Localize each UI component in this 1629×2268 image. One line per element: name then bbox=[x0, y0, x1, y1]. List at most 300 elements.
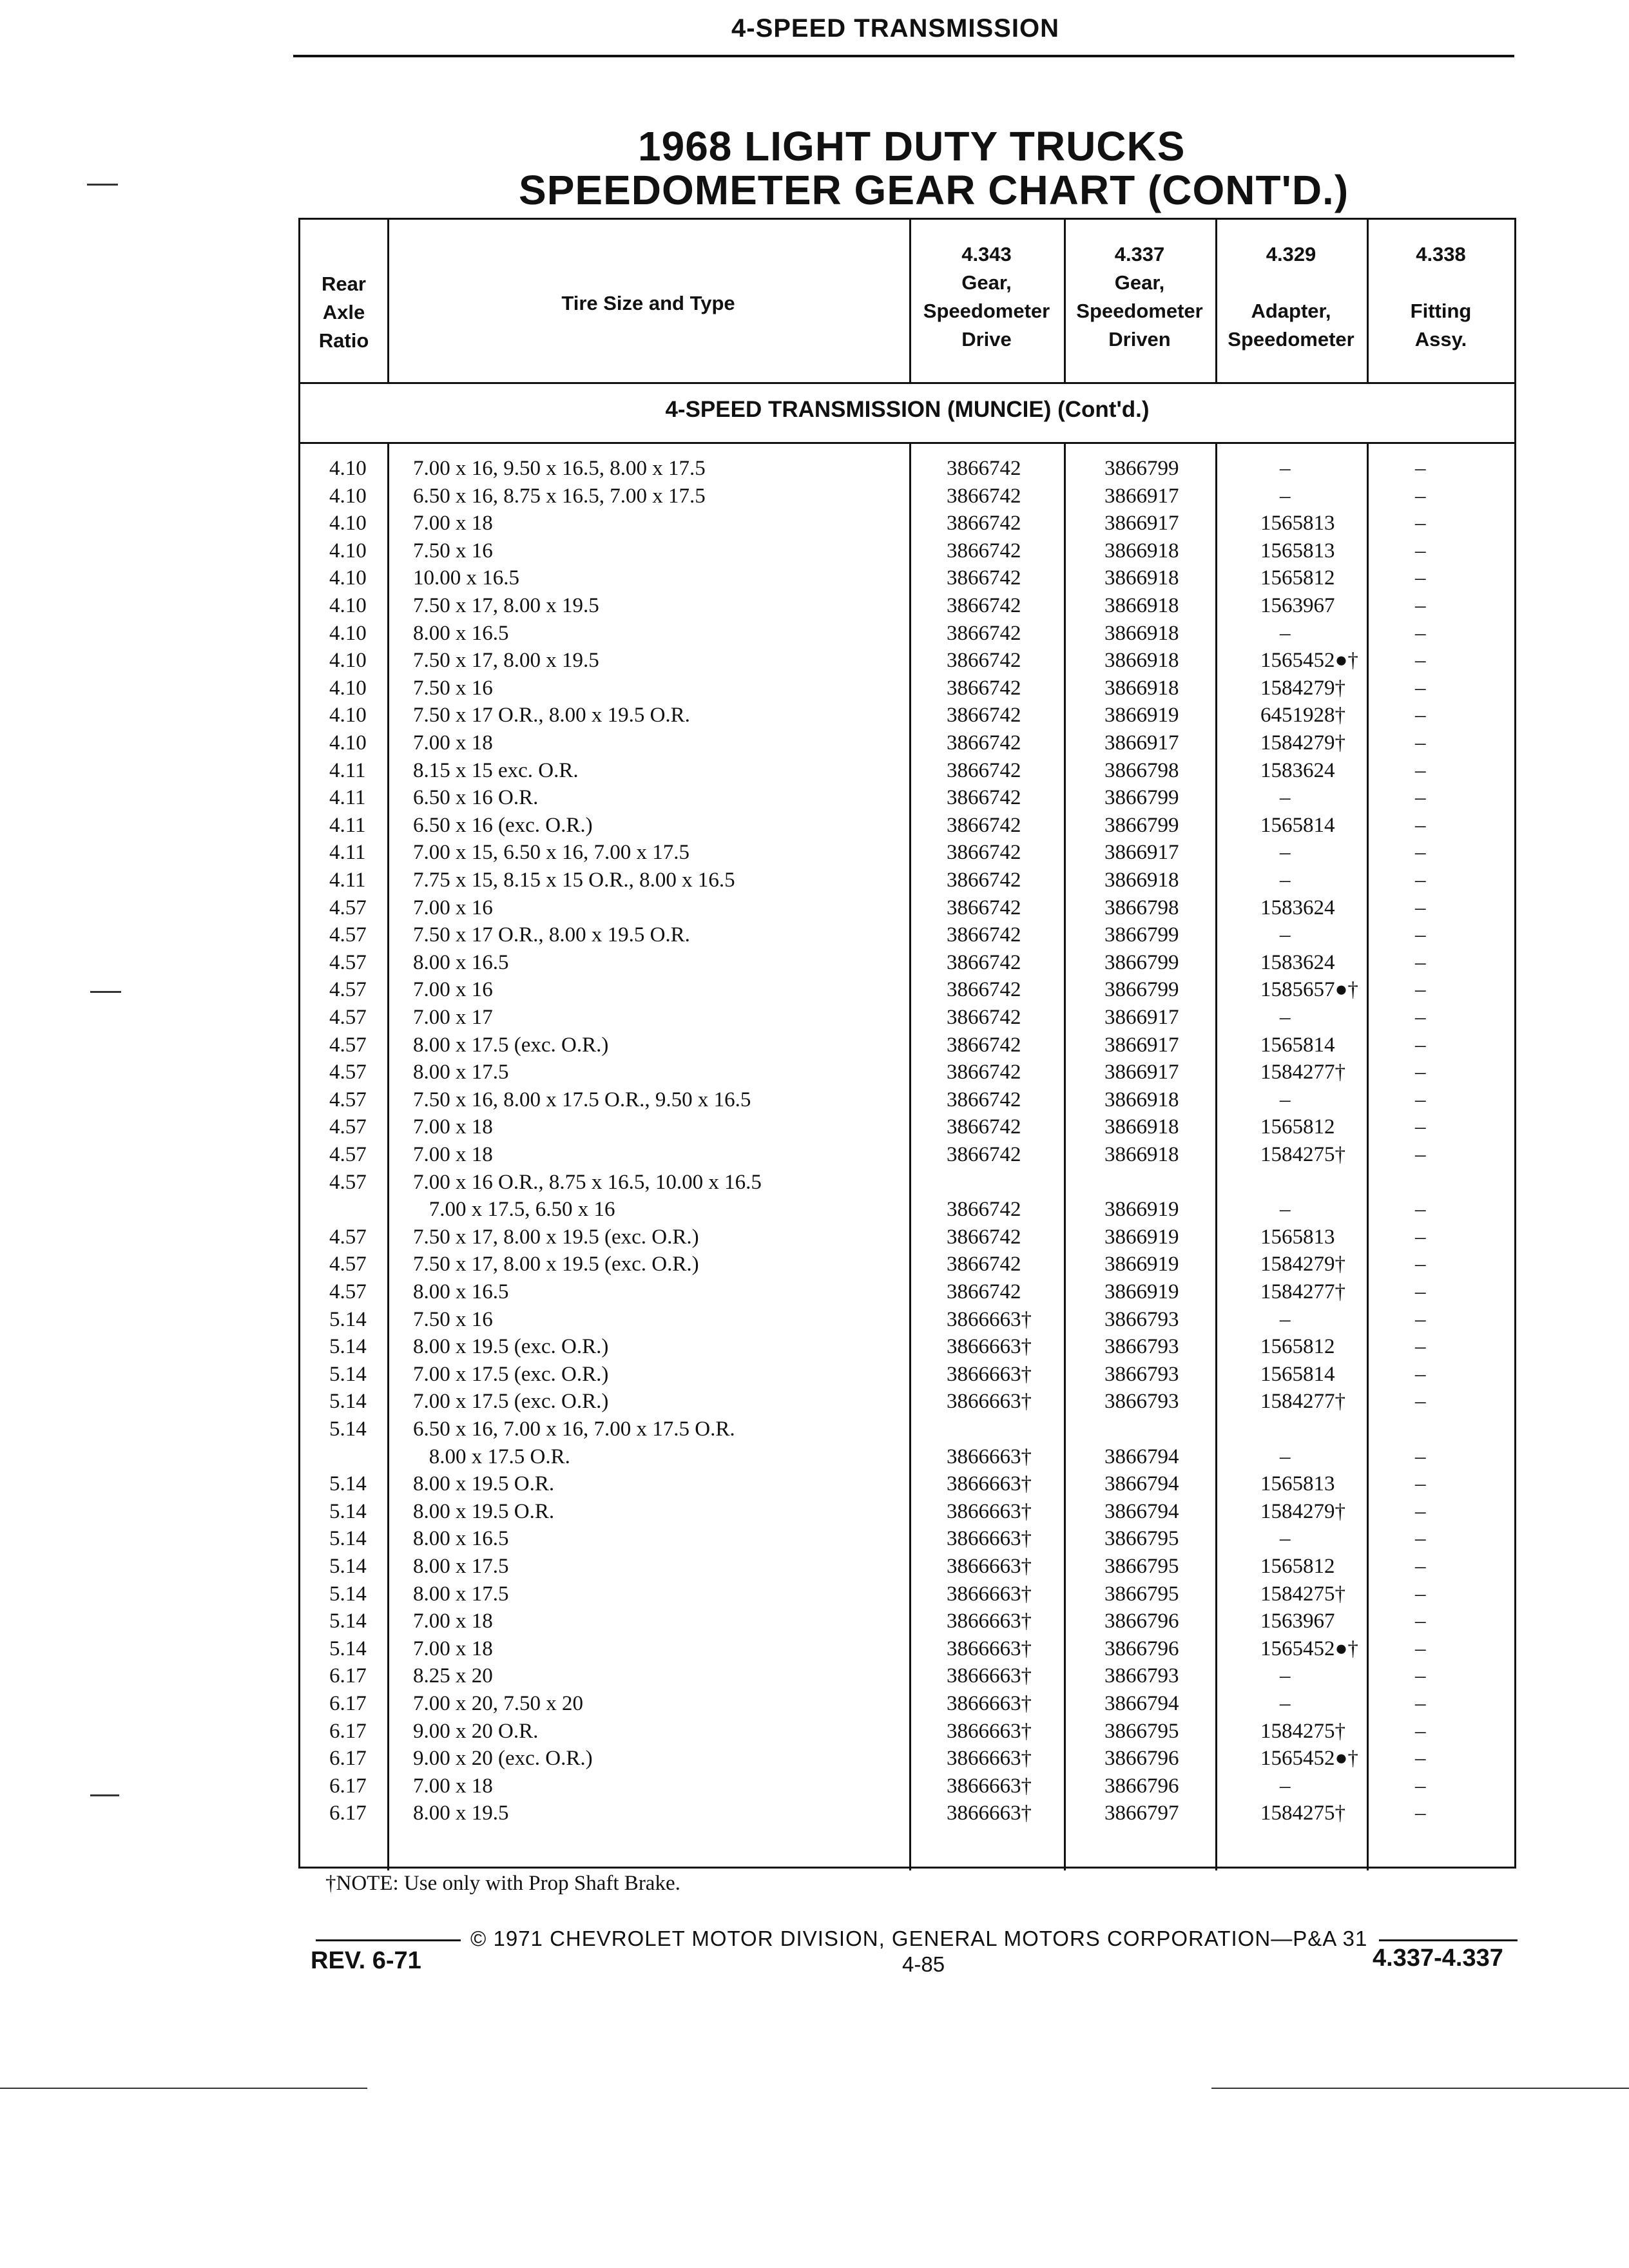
cell-adapter: – bbox=[1280, 1664, 1291, 1688]
cell-adapter: 1584277† bbox=[1260, 1390, 1345, 1414]
cell-fitting: – bbox=[1415, 649, 1426, 673]
cell-ratio: 5.14 bbox=[329, 1610, 367, 1633]
cell-drive: 3866742 bbox=[947, 1280, 1021, 1303]
scan-edge-line bbox=[1211, 2088, 1629, 2089]
cell-fitting: – bbox=[1415, 704, 1426, 727]
cell-fitting: – bbox=[1415, 539, 1426, 562]
cell-fitting: – bbox=[1415, 1499, 1426, 1523]
cell-driven: 3866918 bbox=[1104, 539, 1179, 562]
cell-driven: 3866919 bbox=[1104, 1225, 1179, 1249]
cell-fitting: – bbox=[1415, 1033, 1426, 1057]
cell-adapter: 1584279† bbox=[1260, 731, 1345, 754]
cell-drive: 3866742 bbox=[947, 1225, 1021, 1249]
cell-drive: 3866663† bbox=[947, 1472, 1032, 1496]
cell-driven: 3866797 bbox=[1104, 1802, 1179, 1825]
copyright-line: © 1971 CHEVROLET MOTOR DIVISION, GENERAL MOTORS CORPORATION—P&A 31 bbox=[470, 1927, 1368, 1950]
cell-driven: 3866918 bbox=[1104, 1088, 1179, 1111]
table-row bbox=[300, 1445, 1514, 1472]
cell-fitting: – bbox=[1415, 1253, 1426, 1276]
cell-tire: 7.50 x 17 O.R., 8.00 x 19.5 O.R. bbox=[413, 704, 690, 727]
table-row bbox=[300, 1335, 1514, 1362]
cell-adapter: – bbox=[1280, 1445, 1291, 1468]
cell-tire: 8.00 x 16.5 bbox=[413, 1280, 509, 1303]
cell-drive: 3866663† bbox=[947, 1335, 1032, 1359]
cell-drive: 3866742 bbox=[947, 1143, 1021, 1166]
cell-adapter: 1584279† bbox=[1260, 1253, 1345, 1276]
cell-drive: 3866742 bbox=[947, 1198, 1021, 1222]
cell-ratio: 4.10 bbox=[329, 731, 367, 754]
cell-fitting: – bbox=[1415, 676, 1426, 700]
cell-tire: 9.00 x 20 O.R. bbox=[413, 1719, 539, 1743]
table-row bbox=[300, 1143, 1514, 1170]
col-header-driven: 4.337 Gear, Speedometer Driven bbox=[1076, 243, 1203, 351]
table-row bbox=[300, 1747, 1514, 1774]
cell-ratio: 4.11 bbox=[329, 786, 366, 810]
cell-drive: 3866742 bbox=[947, 1115, 1021, 1139]
table-row bbox=[300, 731, 1514, 758]
cell-ratio: 5.14 bbox=[329, 1418, 367, 1441]
cell-ratio: 6.17 bbox=[329, 1747, 367, 1771]
cell-ratio: 4.10 bbox=[329, 621, 367, 645]
cell-fitting: – bbox=[1415, 1527, 1426, 1551]
margin-mark bbox=[90, 991, 121, 993]
cell-adapter: – bbox=[1280, 869, 1291, 892]
cell-drive: 3866663† bbox=[947, 1362, 1032, 1386]
cell-drive: 3866742 bbox=[947, 1006, 1021, 1029]
cell-tire: 7.50 x 17, 8.00 x 19.5 (exc. O.R.) bbox=[413, 1225, 699, 1249]
table-row bbox=[300, 1720, 1514, 1747]
cell-adapter: – bbox=[1280, 1307, 1291, 1331]
table-row bbox=[300, 1472, 1514, 1499]
cell-drive: 3866742 bbox=[947, 786, 1021, 810]
cell-fitting: – bbox=[1415, 1307, 1426, 1331]
cell-ratio: 4.10 bbox=[329, 484, 367, 508]
cell-adapter: – bbox=[1280, 1527, 1291, 1551]
cell-fitting: – bbox=[1415, 1225, 1426, 1249]
cell-fitting: – bbox=[1415, 457, 1426, 480]
cell-ratio: 5.14 bbox=[329, 1335, 367, 1359]
col-header-fitting: 4.338 Fitting Assy. bbox=[1410, 243, 1472, 351]
cell-tire: 7.00 x 15, 6.50 x 16, 7.00 x 17.5 bbox=[413, 841, 689, 865]
cell-adapter: 1563967 bbox=[1260, 1610, 1335, 1633]
cell-driven: 3866793 bbox=[1104, 1335, 1179, 1359]
cell-adapter: 1565452●† bbox=[1260, 649, 1358, 673]
col-header-ratio: Rear Axle Ratio bbox=[318, 273, 369, 352]
cell-driven: 3866793 bbox=[1104, 1362, 1179, 1386]
cell-driven: 3866918 bbox=[1104, 621, 1179, 645]
table-row bbox=[300, 649, 1514, 676]
col-header-drive: 4.343 Gear, Speedometer Drive bbox=[923, 243, 1050, 351]
cell-driven: 3866795 bbox=[1104, 1582, 1179, 1606]
cell-drive: 3866742 bbox=[947, 950, 1021, 974]
table-row bbox=[300, 566, 1514, 593]
cell-adapter: – bbox=[1280, 484, 1291, 508]
table-row bbox=[300, 759, 1514, 786]
cell-adapter: 1563967 bbox=[1260, 594, 1335, 617]
section-divider bbox=[300, 442, 1514, 444]
cell-driven: 3866799 bbox=[1104, 786, 1179, 810]
cell-drive: 3866663† bbox=[947, 1610, 1032, 1633]
cell-drive: 3866742 bbox=[947, 841, 1021, 865]
cell-fitting: – bbox=[1415, 1747, 1426, 1771]
cell-tire: 7.00 x 20, 7.50 x 20 bbox=[413, 1692, 583, 1715]
cell-adapter: – bbox=[1280, 786, 1291, 810]
cell-drive: 3866742 bbox=[947, 566, 1021, 590]
table-row bbox=[300, 485, 1514, 512]
margin-mark bbox=[87, 184, 118, 186]
cell-ratio: 4.11 bbox=[329, 841, 366, 865]
cell-ratio: 4.11 bbox=[329, 758, 366, 782]
cell-tire: 7.50 x 17, 8.00 x 19.5 bbox=[413, 594, 599, 617]
cell-tire: 10.00 x 16.5 bbox=[413, 566, 519, 590]
cell-drive: 3866742 bbox=[947, 649, 1021, 673]
cell-driven: 3866796 bbox=[1104, 1610, 1179, 1633]
cell-fitting: – bbox=[1415, 1582, 1426, 1606]
cell-drive: 3866742 bbox=[947, 978, 1021, 1002]
table-row bbox=[300, 1418, 1514, 1445]
cell-driven: 3866917 bbox=[1104, 841, 1179, 865]
cell-ratio: 5.14 bbox=[329, 1499, 367, 1523]
cell-driven: 3866917 bbox=[1104, 1006, 1179, 1029]
cell-driven: 3866795 bbox=[1104, 1527, 1179, 1551]
cell-fitting: – bbox=[1415, 1335, 1426, 1359]
cell-driven: 3866799 bbox=[1104, 457, 1179, 480]
cell-ratio: 4.10 bbox=[329, 594, 367, 617]
cell-ratio: 5.14 bbox=[329, 1390, 367, 1414]
cell-ratio: 4.57 bbox=[329, 978, 367, 1002]
table-row bbox=[300, 1253, 1514, 1280]
cell-fitting: – bbox=[1415, 841, 1426, 865]
cell-fitting: – bbox=[1415, 1280, 1426, 1303]
cell-driven: 3866917 bbox=[1104, 1061, 1179, 1084]
cell-driven: 3866793 bbox=[1104, 1307, 1179, 1331]
cell-ratio: 6.17 bbox=[329, 1692, 367, 1715]
cell-drive: 3866663† bbox=[947, 1637, 1032, 1660]
cell-adapter: 1565813 bbox=[1260, 512, 1335, 535]
cell-drive: 3866742 bbox=[947, 813, 1021, 837]
chart-title-line1: 1968 LIGHT DUTY TRUCKS bbox=[638, 123, 1186, 169]
cell-drive: 3866663† bbox=[947, 1719, 1032, 1743]
table-row bbox=[300, 539, 1514, 566]
cell-drive: 3866663† bbox=[947, 1582, 1032, 1606]
cell-ratio: 4.57 bbox=[329, 1006, 367, 1029]
cell-tire: 7.00 x 17.5, 6.50 x 16 bbox=[413, 1198, 615, 1222]
cell-drive: 3866742 bbox=[947, 1061, 1021, 1084]
cell-drive: 3866742 bbox=[947, 512, 1021, 535]
cell-adapter: 1565812 bbox=[1260, 1335, 1335, 1359]
cell-ratio: 4.57 bbox=[329, 1225, 367, 1249]
cell-fitting: – bbox=[1415, 1006, 1426, 1029]
cell-drive: 3866663† bbox=[947, 1555, 1032, 1578]
header-rule bbox=[293, 55, 1514, 57]
cell-fitting: – bbox=[1415, 1362, 1426, 1386]
cell-fitting: – bbox=[1415, 1664, 1426, 1688]
cell-fitting: – bbox=[1415, 1774, 1426, 1798]
scan-edge-line bbox=[0, 2088, 367, 2089]
table-row bbox=[300, 1664, 1514, 1691]
cell-ratio: 4.57 bbox=[329, 1061, 367, 1084]
cell-tire: 8.00 x 17.5 bbox=[413, 1061, 509, 1084]
cell-fitting: – bbox=[1415, 1555, 1426, 1578]
footer-rule bbox=[1379, 1939, 1518, 1941]
cell-drive: 3866742 bbox=[947, 1033, 1021, 1057]
cell-fitting: – bbox=[1415, 1610, 1426, 1633]
cell-drive: 3866663† bbox=[947, 1774, 1032, 1798]
cell-driven: 3866919 bbox=[1104, 1253, 1179, 1276]
cell-ratio: 5.14 bbox=[329, 1362, 367, 1386]
cell-adapter: 1584277† bbox=[1260, 1061, 1345, 1084]
cell-ratio: 4.10 bbox=[329, 539, 367, 562]
cell-adapter: 1583624 bbox=[1260, 758, 1335, 782]
cell-fitting: – bbox=[1415, 1198, 1426, 1222]
cell-ratio: 5.14 bbox=[329, 1307, 367, 1331]
table-row bbox=[300, 704, 1514, 731]
table-row bbox=[300, 1225, 1514, 1253]
cell-drive: 3866742 bbox=[947, 484, 1021, 508]
cell-tire: 7.00 x 17 bbox=[413, 1006, 493, 1029]
cell-driven: 3866919 bbox=[1104, 1198, 1179, 1222]
cell-adapter: 1584277† bbox=[1260, 1280, 1345, 1303]
cell-driven: 3866918 bbox=[1104, 676, 1179, 700]
cell-fitting: – bbox=[1415, 923, 1426, 947]
cell-driven: 3866918 bbox=[1104, 1143, 1179, 1166]
cell-drive: 3866742 bbox=[947, 676, 1021, 700]
table-row bbox=[300, 1774, 1514, 1802]
cell-fitting: – bbox=[1415, 1088, 1426, 1111]
cell-tire: 7.00 x 18 bbox=[413, 731, 493, 754]
table-row bbox=[300, 594, 1514, 621]
cell-drive: 3866742 bbox=[947, 758, 1021, 782]
cell-adapter: 1565812 bbox=[1260, 1555, 1335, 1578]
cell-drive: 3866742 bbox=[947, 704, 1021, 727]
cell-tire: 8.00 x 17.5 bbox=[413, 1555, 509, 1578]
table-row bbox=[300, 1198, 1514, 1225]
cell-adapter: 1584275† bbox=[1260, 1143, 1345, 1166]
cell-adapter: 1565814 bbox=[1260, 1362, 1335, 1386]
cell-ratio: 5.14 bbox=[329, 1555, 367, 1578]
cell-drive: 3866663† bbox=[947, 1499, 1032, 1523]
cell-fitting: – bbox=[1415, 1115, 1426, 1139]
cell-tire: 6.50 x 16 (exc. O.R.) bbox=[413, 813, 593, 837]
table-row bbox=[300, 677, 1514, 704]
cell-drive: 3866742 bbox=[947, 869, 1021, 892]
cell-ratio: 5.14 bbox=[329, 1582, 367, 1606]
table-row bbox=[300, 1582, 1514, 1610]
cell-ratio: 6.17 bbox=[329, 1774, 367, 1798]
cell-drive: 3866742 bbox=[947, 1253, 1021, 1276]
table-row bbox=[300, 923, 1514, 950]
cell-fitting: – bbox=[1415, 1472, 1426, 1496]
revision-label: REV. 6-71 bbox=[311, 1947, 421, 1974]
table-row bbox=[300, 1171, 1514, 1198]
col-header-tire: Tire Size and Type bbox=[561, 292, 735, 314]
table-row bbox=[300, 1088, 1514, 1115]
cell-tire: 7.50 x 16, 8.00 x 17.5 O.R., 9.50 x 16.5 bbox=[413, 1088, 751, 1111]
cell-driven: 3866917 bbox=[1104, 512, 1179, 535]
cell-tire: 8.00 x 16.5 bbox=[413, 621, 509, 645]
page-header: 4-SPEED TRANSMISSION bbox=[731, 14, 1059, 43]
cell-adapter: 6451928† bbox=[1260, 704, 1345, 727]
cell-tire: 6.50 x 16 O.R. bbox=[413, 786, 539, 810]
cell-drive: 3866742 bbox=[947, 457, 1021, 480]
cell-driven: 3866918 bbox=[1104, 566, 1179, 590]
cell-ratio: 4.57 bbox=[329, 923, 367, 947]
cell-fitting: – bbox=[1415, 566, 1426, 590]
table-row bbox=[300, 814, 1514, 841]
margin-mark bbox=[90, 1794, 119, 1796]
cell-fitting: – bbox=[1415, 869, 1426, 892]
table-row bbox=[300, 1363, 1514, 1390]
cell-driven: 3866794 bbox=[1104, 1472, 1179, 1496]
cell-fitting: – bbox=[1415, 1692, 1426, 1715]
cell-driven: 3866794 bbox=[1104, 1445, 1179, 1468]
cell-adapter: 1565813 bbox=[1260, 539, 1335, 562]
table-row bbox=[300, 1802, 1514, 1829]
cell-tire: 7.00 x 16 bbox=[413, 978, 493, 1002]
cell-tire: 7.00 x 18 bbox=[413, 1143, 493, 1166]
cell-fitting: – bbox=[1415, 484, 1426, 508]
table-row bbox=[300, 1308, 1514, 1335]
page-number: 4-85 bbox=[902, 1952, 945, 1976]
table-row bbox=[300, 1527, 1514, 1554]
cell-drive: 3866742 bbox=[947, 896, 1021, 919]
cell-ratio: 5.14 bbox=[329, 1527, 367, 1551]
table-row bbox=[300, 1033, 1514, 1061]
cell-driven: 3866917 bbox=[1104, 484, 1179, 508]
cell-drive: 3866663† bbox=[947, 1747, 1032, 1771]
cell-tire: 7.50 x 16 bbox=[413, 1307, 493, 1331]
cell-tire: 7.00 x 16, 9.50 x 16.5, 8.00 x 17.5 bbox=[413, 457, 706, 480]
chart-title-line2: SPEEDOMETER GEAR CHART (CONT'D.) bbox=[519, 167, 1349, 213]
cell-drive: 3866742 bbox=[947, 1088, 1021, 1111]
cell-tire: 7.50 x 16 bbox=[413, 539, 493, 562]
cell-fitting: – bbox=[1415, 1143, 1426, 1166]
cell-fitting: – bbox=[1415, 896, 1426, 919]
cell-tire: 8.00 x 16.5 bbox=[413, 950, 509, 974]
cell-adapter: 1584279† bbox=[1260, 1499, 1345, 1523]
cell-fitting: – bbox=[1415, 621, 1426, 645]
cell-ratio: 4.57 bbox=[329, 1143, 367, 1166]
cell-fitting: – bbox=[1415, 786, 1426, 810]
cell-adapter: 1565812 bbox=[1260, 1115, 1335, 1139]
cell-driven: 3866918 bbox=[1104, 1115, 1179, 1139]
table-row bbox=[300, 1006, 1514, 1033]
cell-adapter: 1565813 bbox=[1260, 1472, 1335, 1496]
cell-adapter: – bbox=[1280, 1198, 1291, 1222]
cell-ratio: 6.17 bbox=[329, 1664, 367, 1688]
cell-driven: 3866918 bbox=[1104, 594, 1179, 617]
cell-ratio: 4.57 bbox=[329, 1033, 367, 1057]
cell-drive: 3866663† bbox=[947, 1664, 1032, 1688]
cell-tire: 8.00 x 19.5 (exc. O.R.) bbox=[413, 1335, 609, 1359]
cell-ratio: 4.10 bbox=[329, 704, 367, 727]
cell-adapter: – bbox=[1280, 1088, 1291, 1111]
table-row bbox=[300, 1610, 1514, 1637]
cell-driven: 3866799 bbox=[1104, 978, 1179, 1002]
table-row bbox=[300, 1280, 1514, 1307]
table-row bbox=[300, 951, 1514, 978]
cell-tire: 7.75 x 15, 8.15 x 15 O.R., 8.00 x 16.5 bbox=[413, 869, 735, 892]
cell-driven: 3866798 bbox=[1104, 758, 1179, 782]
table-row bbox=[300, 1061, 1514, 1088]
cell-adapter: 1565812 bbox=[1260, 566, 1335, 590]
table-row bbox=[300, 1637, 1514, 1664]
table-row bbox=[300, 622, 1514, 649]
cell-driven: 3866796 bbox=[1104, 1637, 1179, 1660]
cell-ratio: 4.11 bbox=[329, 869, 366, 892]
cell-ratio: 4.11 bbox=[329, 813, 366, 837]
section-title: 4-SPEED TRANSMISSION (MUNCIE) (Cont'd.) bbox=[665, 397, 1150, 422]
table-row bbox=[300, 1692, 1514, 1719]
cell-ratio: 4.10 bbox=[329, 566, 367, 590]
footnote: †NOTE: Use only with Prop Shaft Brake. bbox=[325, 1872, 680, 1895]
cell-adapter: – bbox=[1280, 923, 1291, 947]
cell-ratio: 4.57 bbox=[329, 950, 367, 974]
cell-driven: 3866919 bbox=[1104, 1280, 1179, 1303]
cell-drive: 3866663† bbox=[947, 1390, 1032, 1414]
cell-adapter: 1565814 bbox=[1260, 813, 1335, 837]
cell-adapter: 1584275† bbox=[1260, 1802, 1345, 1825]
cell-driven: 3866917 bbox=[1104, 731, 1179, 754]
table-row bbox=[300, 896, 1514, 923]
cell-driven: 3866919 bbox=[1104, 704, 1179, 727]
cell-ratio: 4.10 bbox=[329, 457, 367, 480]
cell-tire: 6.50 x 16, 8.75 x 16.5, 7.00 x 17.5 bbox=[413, 484, 706, 508]
cell-fitting: – bbox=[1415, 1061, 1426, 1084]
cell-adapter: – bbox=[1280, 457, 1291, 480]
cell-ratio: 4.10 bbox=[329, 512, 367, 535]
cell-adapter: 1583624 bbox=[1260, 896, 1335, 919]
cell-tire: 6.50 x 16, 7.00 x 16, 7.00 x 17.5 O.R. bbox=[413, 1418, 735, 1441]
cell-tire: 7.50 x 17 O.R., 8.00 x 19.5 O.R. bbox=[413, 923, 690, 947]
cell-tire: 7.00 x 18 bbox=[413, 1774, 493, 1798]
cell-ratio: 4.57 bbox=[329, 1280, 367, 1303]
cell-tire: 7.00 x 18 bbox=[413, 1610, 493, 1633]
cell-drive: 3866663† bbox=[947, 1445, 1032, 1468]
table-row bbox=[300, 869, 1514, 896]
cell-tire: 7.00 x 18 bbox=[413, 1115, 493, 1139]
cell-tire: 7.00 x 17.5 (exc. O.R.) bbox=[413, 1390, 609, 1414]
cell-tire: 8.00 x 17.5 bbox=[413, 1582, 509, 1606]
table-row bbox=[300, 1500, 1514, 1527]
cell-driven: 3866799 bbox=[1104, 950, 1179, 974]
cell-tire: 8.00 x 17.5 O.R. bbox=[413, 1445, 570, 1468]
cell-adapter: 1565814 bbox=[1260, 1033, 1335, 1057]
cell-tire: 9.00 x 20 (exc. O.R.) bbox=[413, 1747, 593, 1771]
cell-tire: 7.00 x 17.5 (exc. O.R.) bbox=[413, 1362, 609, 1386]
section-reference: 4.337-4.337 bbox=[1373, 1945, 1503, 1972]
cell-driven: 3866793 bbox=[1104, 1664, 1179, 1688]
cell-drive: 3866742 bbox=[947, 539, 1021, 562]
cell-driven: 3866918 bbox=[1104, 649, 1179, 673]
footer-rule bbox=[316, 1939, 461, 1941]
cell-adapter: 1584275† bbox=[1260, 1582, 1345, 1606]
cell-tire: 8.00 x 16.5 bbox=[413, 1527, 509, 1551]
table-row bbox=[300, 1115, 1514, 1142]
cell-drive: 3866663† bbox=[947, 1527, 1032, 1551]
cell-ratio: 4.57 bbox=[329, 896, 367, 919]
cell-driven: 3866795 bbox=[1104, 1719, 1179, 1743]
cell-ratio: 4.10 bbox=[329, 676, 367, 700]
cell-tire: 7.00 x 18 bbox=[413, 512, 493, 535]
cell-adapter: 1565452●† bbox=[1260, 1637, 1358, 1660]
cell-drive: 3866663† bbox=[947, 1802, 1032, 1825]
cell-fitting: – bbox=[1415, 1637, 1426, 1660]
cell-ratio: 4.57 bbox=[329, 1115, 367, 1139]
cell-adapter: – bbox=[1280, 621, 1291, 645]
cell-adapter: – bbox=[1280, 1774, 1291, 1798]
cell-tire: 8.00 x 17.5 (exc. O.R.) bbox=[413, 1033, 609, 1057]
